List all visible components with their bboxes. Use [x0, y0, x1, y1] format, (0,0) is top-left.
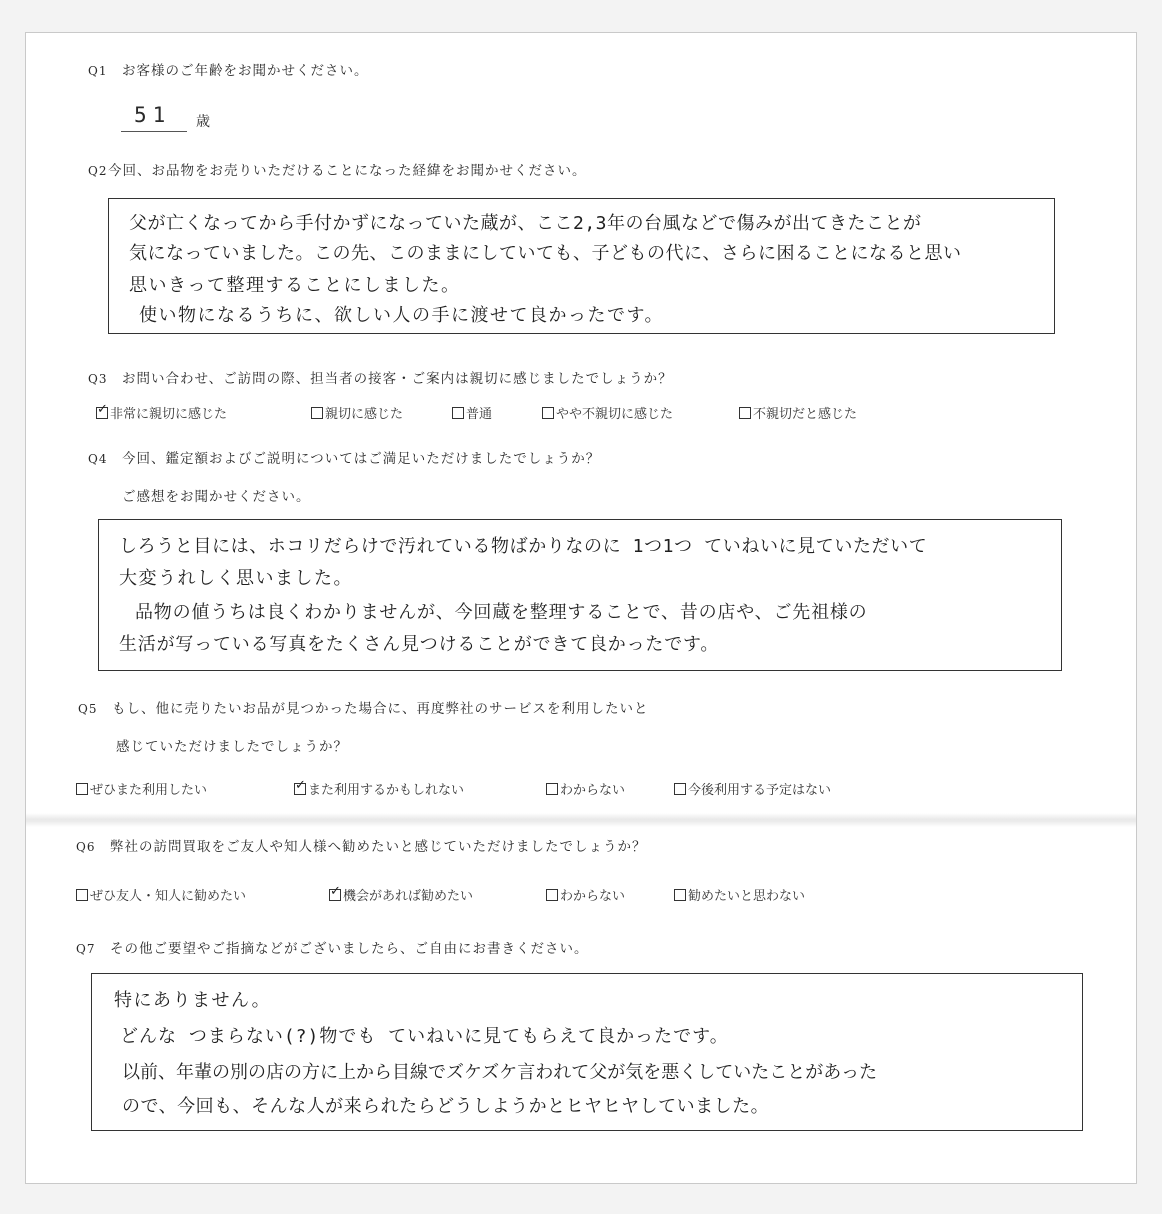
q7-text: その他ご要望やご指摘などがございましたら、ご自由にお書きください。: [110, 941, 589, 957]
q6-option-label: 勧めたいと思わない: [688, 889, 806, 904]
age-unit: 歳: [196, 114, 210, 130]
q3-option-label: 不親切だと感じた: [753, 407, 858, 422]
q2-answer-box: [108, 198, 1055, 334]
q5-option-label: また利用するかもしれない: [308, 783, 465, 798]
q6-option[interactable]: [674, 885, 805, 904]
q6-question: [76, 835, 647, 855]
q6-number: Q6: [76, 840, 96, 854]
q7-answer-box: [91, 973, 1083, 1131]
q3-text: お問い合わせ、ご訪問の際、担当者の接客・ご案内は親切に感じましたでしょうか？: [122, 371, 673, 387]
checkbox-icon[interactable]: [739, 407, 751, 419]
q2-question: [88, 159, 587, 179]
q7-answer-line: ので、今回も、そんな人が来られたらどうしようかとヒヤヒヤしていました。: [122, 1096, 770, 1117]
checkbox-icon[interactable]: [452, 407, 464, 419]
q6-option[interactable]: [76, 885, 246, 904]
q6-option-label: 機会があれば勧めたい: [343, 889, 474, 904]
q4-answer-line: 品物の値うちは良くわかりませんが、今回蔵を整理することで、昔の店や、ご先祖様の: [135, 602, 868, 623]
checkbox-icon[interactable]: [76, 783, 88, 795]
q5-option[interactable]: [674, 779, 831, 798]
q5-option-label: ぜひまた利用したい: [90, 783, 208, 798]
q2-answer-line: 気になっていました。この先、このままにしていても、子どもの代に、さらに困ることになると思い: [129, 243, 962, 264]
q4-answer-line: 大変うれしく思いました。: [119, 568, 353, 589]
q4-answer-line: 生活が写っている写真をたくさん見つけることができて良かったです。: [119, 634, 720, 655]
q3-option-label: 非常に親切に感じた: [110, 407, 228, 422]
q5-option-label: わからない: [560, 783, 626, 798]
q4-subquestion: ご感想をお聞かせください。: [122, 489, 311, 505]
checkbox-checked-icon[interactable]: [329, 889, 341, 901]
q5-option[interactable]: [546, 779, 625, 798]
q3-number: Q3: [88, 372, 108, 386]
checkbox-icon[interactable]: [674, 783, 686, 795]
q5-subquestion: 感じていただけましたでしょうか？: [116, 739, 348, 755]
q2-number: Q2: [88, 164, 108, 178]
q3-option[interactable]: [96, 403, 227, 422]
q3-question: [88, 367, 673, 387]
checkbox-icon[interactable]: [674, 889, 686, 901]
survey-sheet: [25, 32, 1137, 1184]
q2-answer-line: 使い物になるうちに、欲しい人の手に渡せて良かったです。: [139, 305, 665, 326]
q3-option-label: やや不親切に感じた: [556, 407, 674, 422]
q5-question: [78, 697, 649, 717]
q6-text: 弊社の訪問買取をご友人や知人様へ勧めたいと感じていただけましたでしょうか？: [110, 839, 647, 855]
checkbox-checked-icon[interactable]: [96, 407, 108, 419]
q4-number: Q4: [88, 452, 108, 466]
q5-number: Q5: [78, 702, 98, 716]
q5-option[interactable]: [294, 779, 464, 798]
q1-question: [88, 59, 369, 79]
q2-text: 今回、お品物をお売りいただけることになった経緯をお聞かせください。: [108, 163, 587, 179]
q1-number: Q1: [88, 64, 108, 78]
q6-options: [76, 885, 976, 905]
checkbox-icon[interactable]: [546, 783, 558, 795]
age-value: 51: [134, 103, 172, 127]
q6-option[interactable]: [329, 885, 473, 904]
scan-band: [26, 813, 1136, 827]
q3-option[interactable]: [452, 403, 492, 422]
q5-option-label: 今後利用する予定はない: [688, 783, 832, 798]
q7-question: [76, 937, 589, 957]
q1-text: お客様のご年齢をお聞かせください。: [122, 63, 369, 79]
q3-option-label: 普通: [466, 407, 493, 422]
q3-option-label: 親切に感じた: [325, 407, 404, 422]
q6-option-label: わからない: [560, 889, 626, 904]
q7-number: Q7: [76, 942, 96, 956]
q3-option[interactable]: [311, 403, 403, 422]
q4-answer-line: しろうと目には、ホコリだらけで汚れている物ばかりなのに 1つ1つ ていねいに見ていただいて: [119, 536, 928, 557]
q5-option[interactable]: [76, 779, 207, 798]
q7-answer-line: 以前、年輩の別の店の方に上から目線でズケズケ言われて父が気を悪くしていたことがあった: [122, 1062, 878, 1083]
q3-option[interactable]: [739, 403, 857, 422]
q7-answer-line: 特にありません。: [114, 990, 272, 1011]
q2-answer-line: 父が亡くなってから手付かずになっていた蔵が、ここ2,3年の台風などで傷みが出てきたことが: [129, 213, 922, 234]
checkbox-icon[interactable]: [76, 889, 88, 901]
q5-options: [76, 779, 976, 799]
q4-question: [88, 447, 600, 467]
q3-options: [96, 403, 996, 423]
q7-answer-line: どんな つまらない(?)物でも ていねいに見てもらえて良かったです。: [120, 1026, 729, 1047]
checkbox-icon[interactable]: [542, 407, 554, 419]
q6-option-label: ぜひ友人・知人に勧めたい: [90, 889, 247, 904]
q5-text: もし、他に売りたいお品が見つかった場合に、再度弊社のサービスを利用したいと: [112, 701, 649, 717]
checkbox-icon[interactable]: [546, 889, 558, 901]
q6-option[interactable]: [546, 885, 625, 904]
checkbox-icon[interactable]: [311, 407, 323, 419]
age-underline: [121, 131, 187, 132]
q4-text: 今回、鑑定額およびご説明についてはご満足いただけましたでしょうか？: [122, 451, 601, 467]
checkbox-checked-icon[interactable]: [294, 783, 306, 795]
q2-answer-line: 思いきって整理することにしました。: [129, 275, 461, 296]
q3-option[interactable]: [542, 403, 673, 422]
q4-answer-box: [98, 519, 1062, 671]
